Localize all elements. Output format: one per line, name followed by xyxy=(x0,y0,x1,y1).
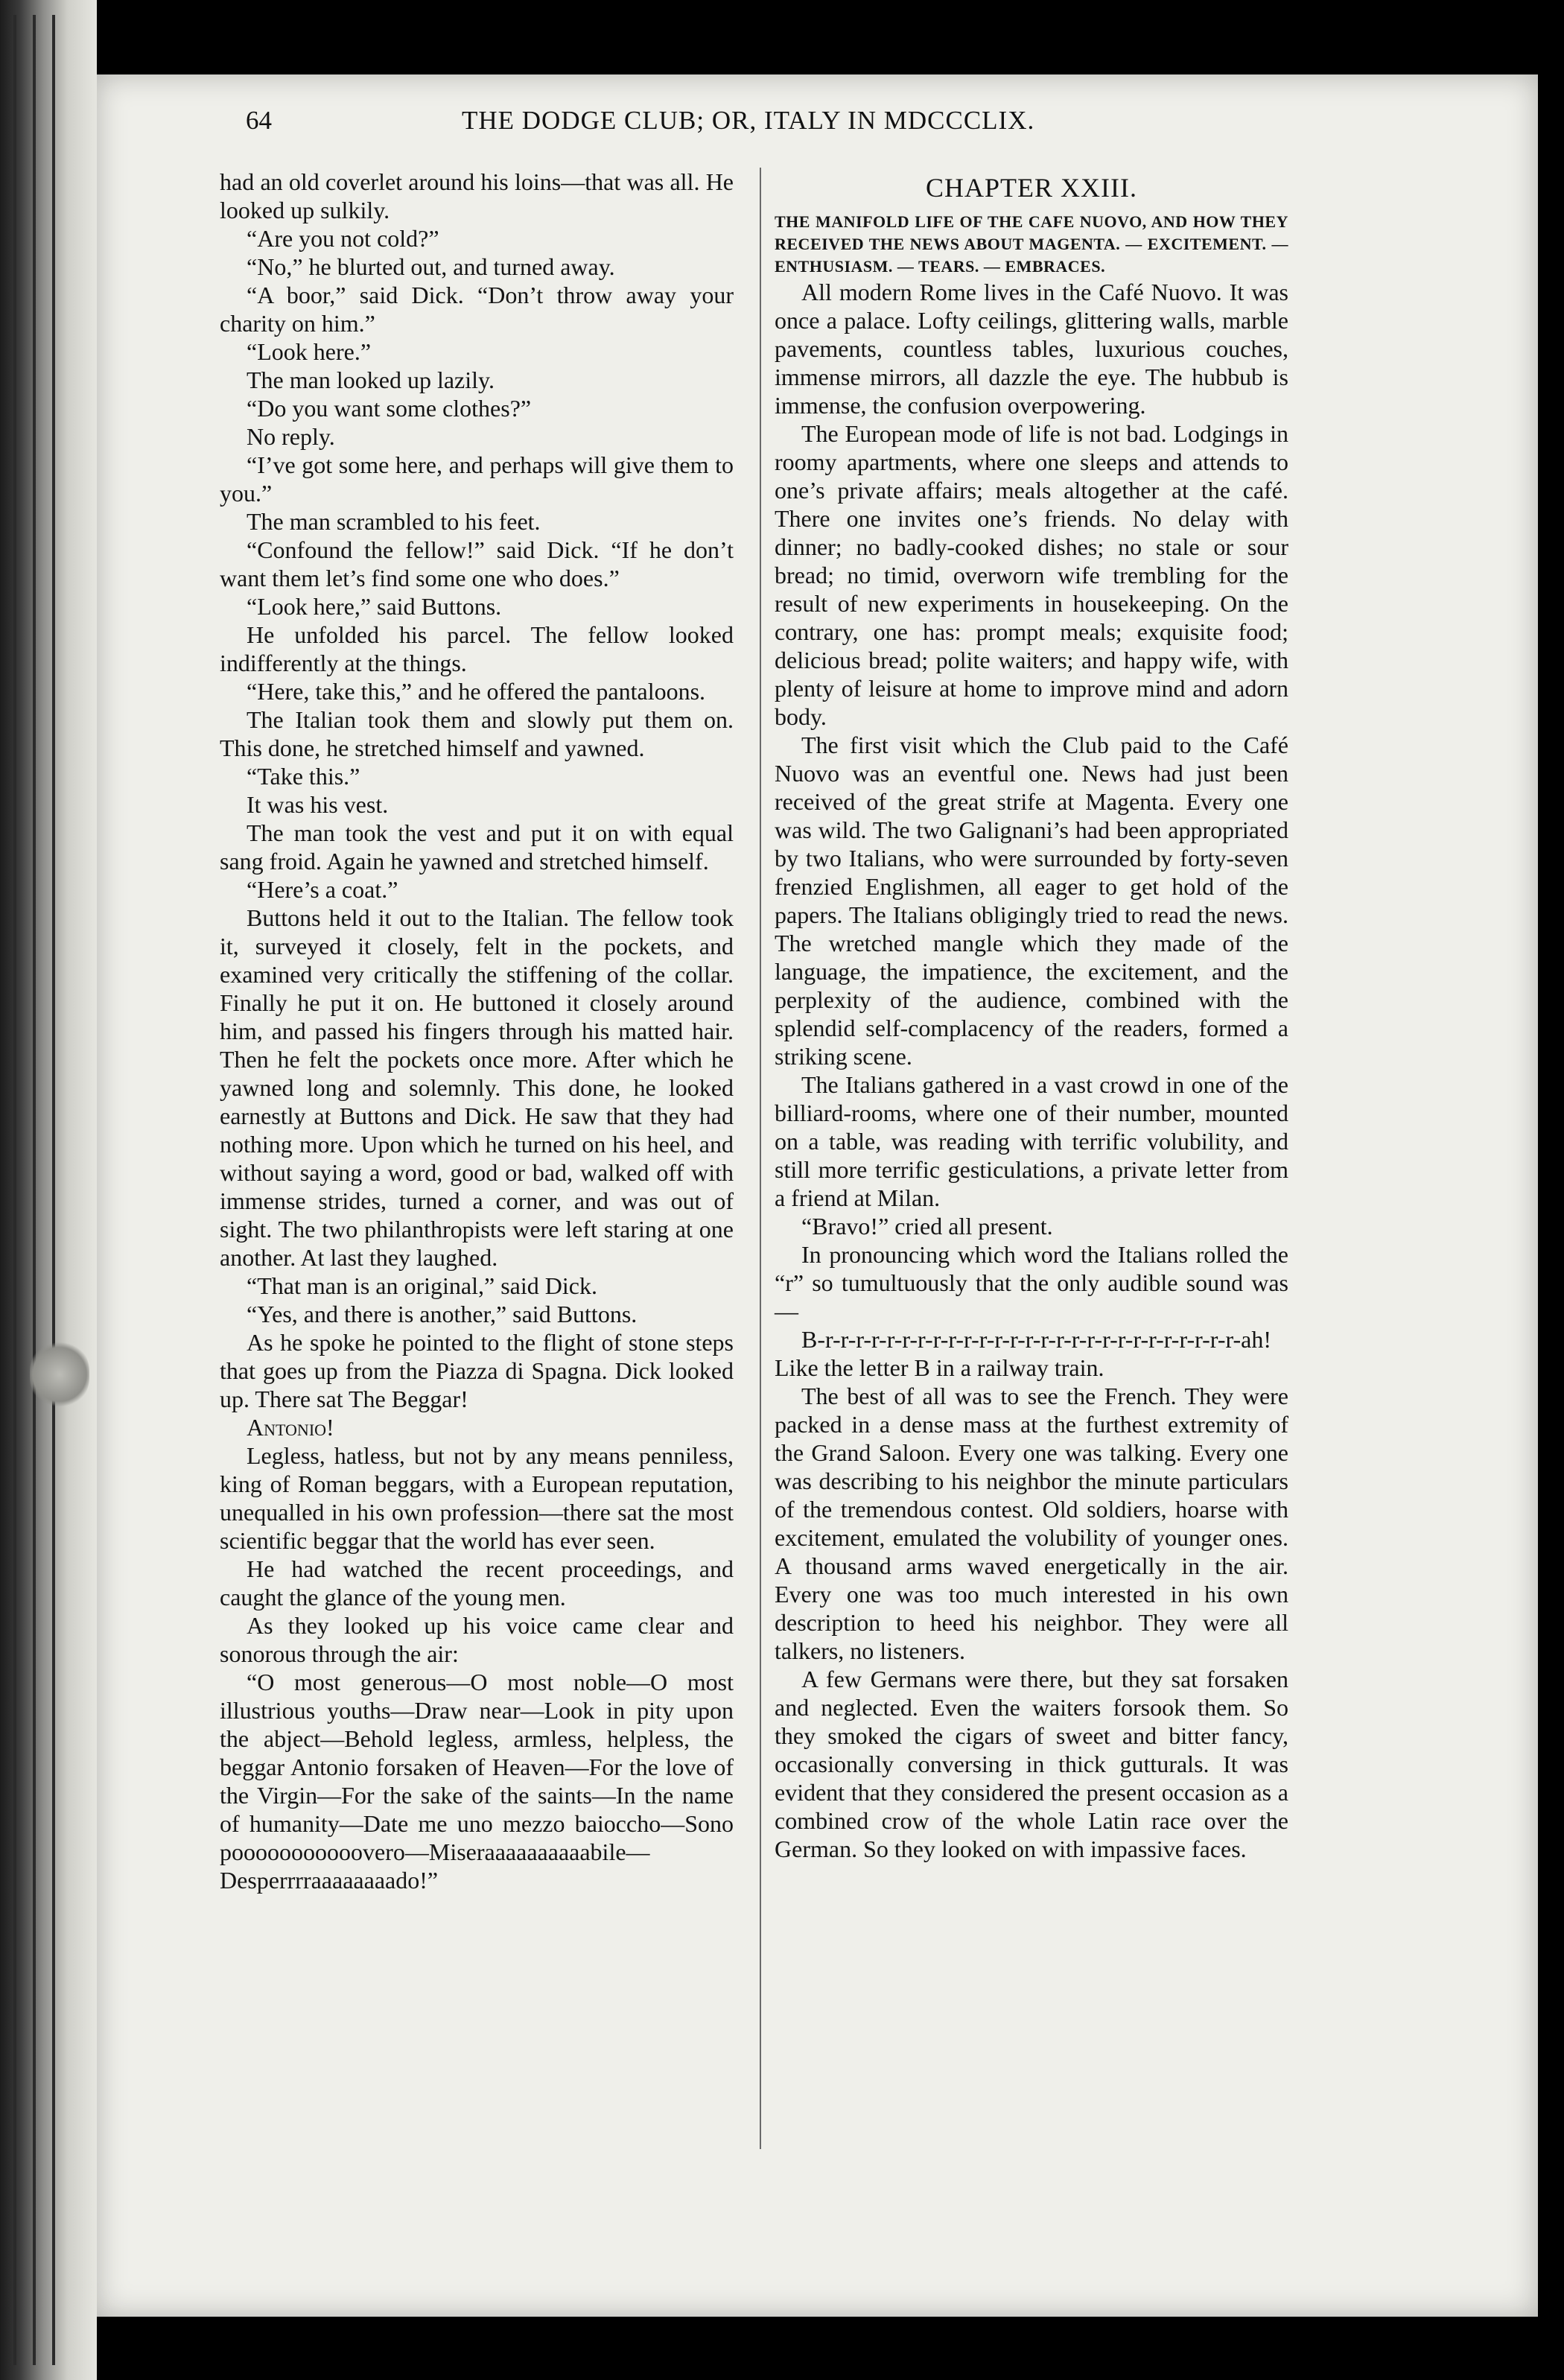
paragraph: A few Germans were there, but they sat forsaken and neglected. Even the waiters forsook them. So they smoked the cigars of sweet and bitter fancy, occasionally conversing in thick gutturals. It was evident that they considered the present occasion as a combined crow of the whole Latin race over the German. So they looked on with impassive faces. xyxy=(775,1666,1288,1862)
paragraph: All modern Rome lives in the Café Nuovo. It was once a palace. Lofty ceilings, glittering walls, marble pavements, countless tables, luxurious couches, immense mirrors, all dazzle the eye. The hubbub is immense, the confusion overpowering. xyxy=(775,279,1288,419)
paragraph: The European mode of life is not bad. Lodgings in roomy apartments, where one sleeps and attends to one’s private affairs; meals altogether at the café. There one invites one’s friends. No delay with dinner; no badly-cooked dishes; no stale or sour bread; no timid, overworn wife trembling for the result of new experiments in housekeeping. On the contrary, one has: prompt meals; exquisite food; delicious bread; polite waiters; and happy wife, with plenty of leisure at home to improve mind and adorn body. xyxy=(775,420,1288,730)
paragraph: “Confound the fellow!” said Dick. “If he don’t want them let’s find some one who does.” xyxy=(220,536,734,591)
chapter-summary: THE MANIFOLD LIFE OF THE CAFE NUOVO, AND HOW THEY RECEIVED THE NEWS ABOUT MAGENTA. — EXCITEMENT. — ENTHUSIASM. — TEARS. — EMBRACES. xyxy=(775,212,1288,276)
paragraph: He had watched the recent proceedings, and caught the glance of the young men. xyxy=(220,1555,734,1611)
paragraph: No reply. xyxy=(247,423,335,450)
paragraph: “That man is an original,” said Dick. xyxy=(247,1272,597,1299)
paragraph: The man scrambled to his feet. xyxy=(247,508,541,535)
paragraph: “Do you want some clothes?” xyxy=(247,395,532,422)
paragraph: “I’ve got some here, and perhaps will give them to you.” xyxy=(220,451,734,507)
paragraph: “O most generous—O most noble—O most illustrious youths—Draw near—Look in pity upon the abject—Behold legless, armless, helpless, the beggar Antonio forsaken of Heaven—For the love of the Virgin—For the sake of the saints—In the name of humanity—Date me uno mezzo baiocchо—Sono pooooooooooovero—Miseraaaaaaaaaabile—Desperrrraaaaaaaado!” xyxy=(220,1669,734,1894)
left-column xyxy=(220,168,734,1894)
paragraph: The Italians gathered in a vast crowd in one of the billiard-rooms, where one of their number, mounted on a table, was reading with terrific volubility, and still more terrific gesticulations, a private letter from a friend at Milan. xyxy=(775,1071,1288,1211)
right-column xyxy=(775,168,1288,1863)
paragraph: Antonio! xyxy=(247,1414,334,1441)
paragraph: Buttons held it out to the Italian. The fellow took it, surveyed it closely, felt in the pockets, and examined very critically the stiffening of the collar. Finally he put it on. He buttoned it closely around him, and passed his fingers through his matted hair. Then he felt the pockets once more. After which he yawned long and solemnly. This done, he looked earnestly at Buttons and Dick. He saw that they had nothing more. Upon which he turned on his heel, and without saying a word, good or bad, walked off with immense strides, turned a corner, and was out of sight. The two philanthropists were left staring at one another. At last they laughed. xyxy=(220,904,734,1271)
paragraph: B-r-r-r-r-r-r-r-r-r-r-r-r-r-r-r-r-r-r-r-r-r-r-r-r-r-r-r-ah! xyxy=(801,1326,1271,1353)
paragraph: “Here’s a coat.” xyxy=(247,876,398,903)
paragraph: “No,” he blurted out, and turned away. xyxy=(247,253,615,280)
paragraph: He unfolded his parcel. The fellow looked indifferently at the things. xyxy=(220,621,734,676)
paragraph: The Italian took them and slowly put them on. This done, he stretched himself and yawned. xyxy=(220,706,734,761)
paragraph: Like the letter B in a railway train. xyxy=(775,1354,1104,1381)
column-divider xyxy=(760,168,761,2149)
running-title: THE DODGE CLUB; OR, ITALY IN MDCCCLIX. xyxy=(462,106,1035,135)
paragraph: As he spoke he pointed to the flight of stone steps that goes up from the Piazza di Spagna. Dick looked up. There sat The Beggar! xyxy=(220,1329,734,1412)
page-smudge xyxy=(30,1341,89,1408)
paragraph: “Take this.” xyxy=(247,763,360,790)
paragraph: It was his vest. xyxy=(247,791,389,818)
paragraph: Legless, hatless, but not by any means penniless, king of Roman beggars, with a European reputation, unequalled in his own profession—there sat the most scientific beggar that the world has ever seen. xyxy=(220,1442,734,1554)
paragraph: “Look here.” xyxy=(247,338,372,365)
paragraph: The first visit which the Club paid to the Café Nuovo was an eventful one. News had just been received of the great strife at Magenta. Every one was wild. The two Galignani’s had been appropriated by two Italians, who were surrounded by forty-seven frenzied Englishmen, all eager to get hold of the papers. The Italians obligingly tried to read the news. The wretched mangle which they made of the language, the impatience, the excitement, and the perplexity of the audience, combined with the splendid self-complacency of the readers, formed a striking scene. xyxy=(775,732,1288,1070)
chapter-title: CHAPTER XXIII. xyxy=(926,173,1137,203)
paragraph: “Are you not cold?” xyxy=(247,225,439,252)
paragraph: “Here, take this,” and he offered the pantaloons. xyxy=(247,678,706,705)
paragraph: The man looked up lazily. xyxy=(247,366,495,393)
paragraph: The man took the vest and put it on with equal sang froid. Again he yawned and stretched himself. xyxy=(220,819,734,875)
paragraph: In pronouncing which word the Italians rolled the “r” so tumultuously that the only audible sound was— xyxy=(775,1241,1288,1324)
page-number: 64 xyxy=(246,106,272,135)
paragraph: “Bravo!” cried all present. xyxy=(801,1213,1053,1240)
paragraph: had an old coverlet around his loins—that was all. He looked up sulkily. xyxy=(220,168,734,223)
paragraph: The best of all was to see the French. They were packed in a dense mass at the furthest extremity of the Grand Saloon. Every one was talking. Every one was describing to his neighbor the minute particulars of the tremendous contest. Old soldiers, hoarse with excitement, emulated the volubility of younger ones. A thousand arms waved energetically in the air. Every one was too much interested in his own description to heed his neighbor. They were all talkers, no listeners. xyxy=(775,1383,1288,1664)
book-spine xyxy=(0,0,97,2380)
page-header xyxy=(246,106,1251,158)
paragraph: “Yes, and there is another,” said Buttons. xyxy=(247,1301,638,1327)
paragraph: “A boor,” said Dick. “Don’t throw away your charity on him.” xyxy=(220,282,734,337)
paragraph: As they looked up his voice came clear and sonorous through the air: xyxy=(220,1612,734,1667)
paragraph: “Look here,” said Buttons. xyxy=(247,593,502,620)
